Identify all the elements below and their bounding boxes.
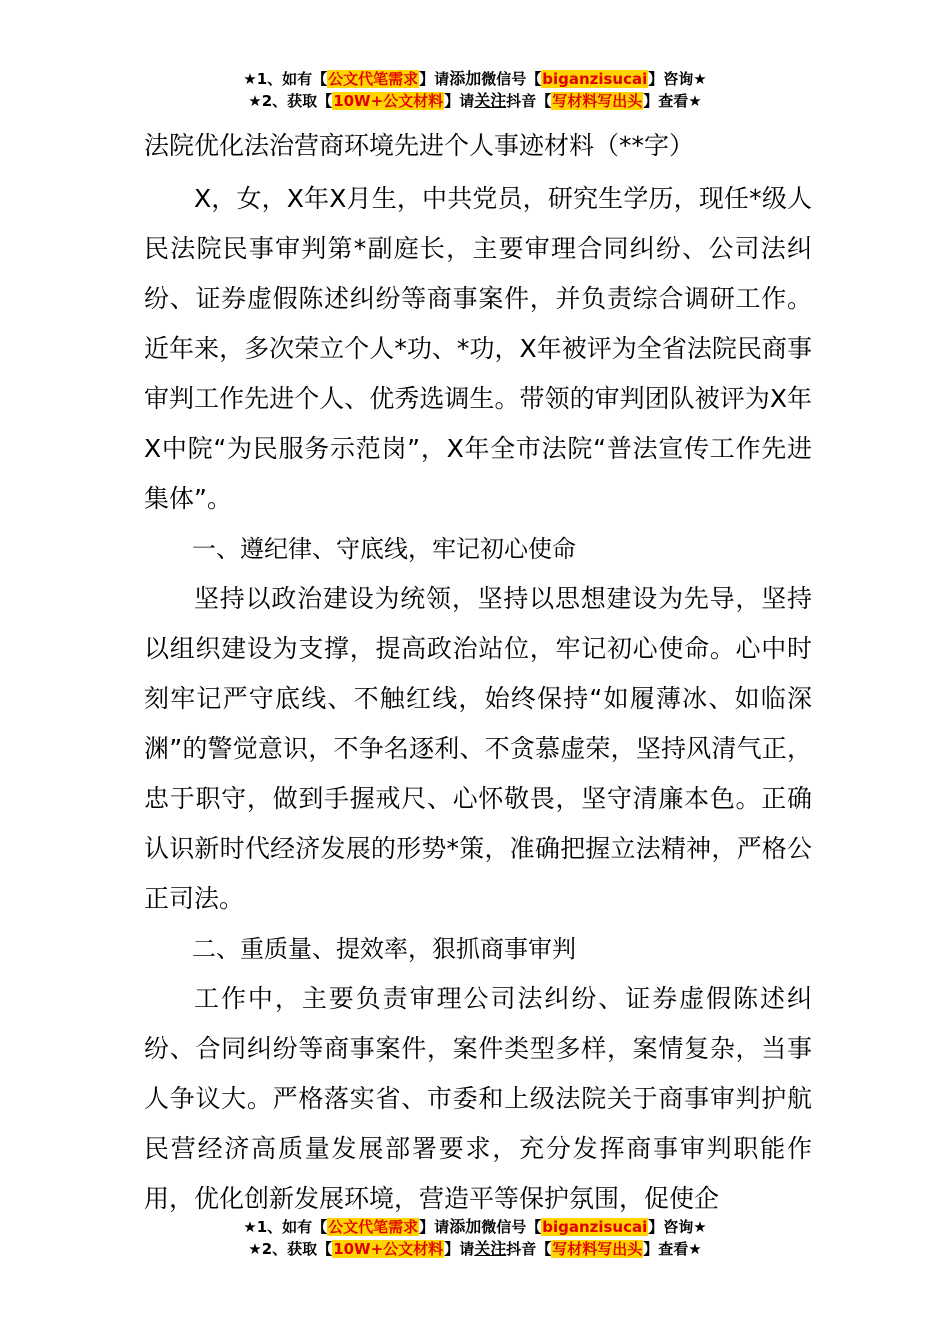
- header-promo-banner: [0, 68, 950, 112]
- promo-highlight: 公文代笔需求: [328, 1218, 419, 1236]
- promo-text: 】查看★: [643, 1240, 702, 1258]
- promo-emphasis: 添加: [449, 69, 482, 88]
- promo-emphasis: 关注: [474, 1239, 507, 1258]
- document-body: [144, 124, 812, 1224]
- promo-wechat-id: biganzisucai: [542, 1218, 648, 1236]
- section-1-heading: 一、遵纪律、守底线，牢记初心使命: [192, 535, 576, 563]
- promo-text: 抖音【: [506, 92, 552, 110]
- promo-text: 】请: [444, 1240, 475, 1258]
- promo-text: 微信号【: [481, 70, 542, 88]
- promo-text: 】咨询★: [648, 70, 707, 88]
- promo-line-1: [0, 68, 950, 90]
- promo-text: 抖音【: [506, 1240, 552, 1258]
- intro-paragraph: X，女，X年X月生，中共党员，研究生学历，现任*级人民法院民事审判第*副庭长，主要审理合同纠纷、公司法纠纷、证券虚假陈述纠纷等商事案件，并负责综合调研工作。近年来，多次荣立个人*功、*功，X年被评为全省法院民商事审判工作先进个人、优秀选调生。带领的审判团队被评为X年X中院“为民服务示范岗”，X年全市法院“普法宣传工作先进集体”。: [144, 184, 812, 513]
- promo-line-1: [0, 1216, 950, 1238]
- promo-text: 】请: [419, 1218, 450, 1236]
- section-2-paragraph: 工作中，主要负责审理公司法纠纷、证券虚假陈述纠纷、合同纠纷等商事案件，案件类型多样，案情复杂，当事人争议大。严格落实省、市委和上级法院关于商事审判护航民营经济高质量发展部署要求，充分发挥商事审判职能作用，优化创新发展环境，营造平等保护氛围，促使企: [144, 984, 812, 1213]
- promo-emphasis: 关注: [474, 91, 507, 110]
- promo-text: 微信号【: [481, 1218, 542, 1236]
- promo-highlight: 10W+公文材料: [333, 1240, 444, 1258]
- promo-text: ★1、如有【: [243, 70, 328, 88]
- promo-line-2: [0, 1238, 950, 1260]
- promo-douyin-id: 写材料写出头: [552, 1240, 643, 1258]
- promo-text: ★2、获取【: [248, 92, 333, 110]
- footer-promo-banner: [0, 1216, 950, 1260]
- promo-text: ★1、如有【: [243, 1218, 328, 1236]
- promo-douyin-id: 写材料写出头: [552, 92, 643, 110]
- promo-highlight: 公文代笔需求: [328, 70, 419, 88]
- promo-text: 】咨询★: [648, 1218, 707, 1236]
- promo-text: 】请: [419, 70, 450, 88]
- promo-highlight: 10W+公文材料: [333, 92, 444, 110]
- promo-text: 】请: [444, 92, 475, 110]
- promo-emphasis: 添加: [449, 1217, 482, 1236]
- section-2-heading: 二、重质量、提效率，狠抓商事审判: [192, 935, 576, 963]
- promo-line-2: [0, 90, 950, 112]
- document-title: 法院优化法治营商环境先进个人事迹材料（**字）: [144, 131, 695, 160]
- section-1-paragraph: 坚持以政治建设为统领，坚持以思想建设为先导，坚持以组织建设为支撑，提高政治站位，牢记初心使命。心中时刻牢记严守底线、不触红线，始终保持“如履薄冰、如临深渊”的警觉意识，不争名逐利、不贪慕虚荣，坚持风清气正，忠于职守，做到手握戒尺、心怀敬畏，坚守清廉本色。正确认识新时代经济发展的形势*策，准确把握立法精神，严格公正司法。: [144, 584, 812, 913]
- promo-text: 】查看★: [643, 92, 702, 110]
- promo-text: ★2、获取【: [248, 1240, 333, 1258]
- promo-wechat-id: biganzisucai: [542, 70, 648, 88]
